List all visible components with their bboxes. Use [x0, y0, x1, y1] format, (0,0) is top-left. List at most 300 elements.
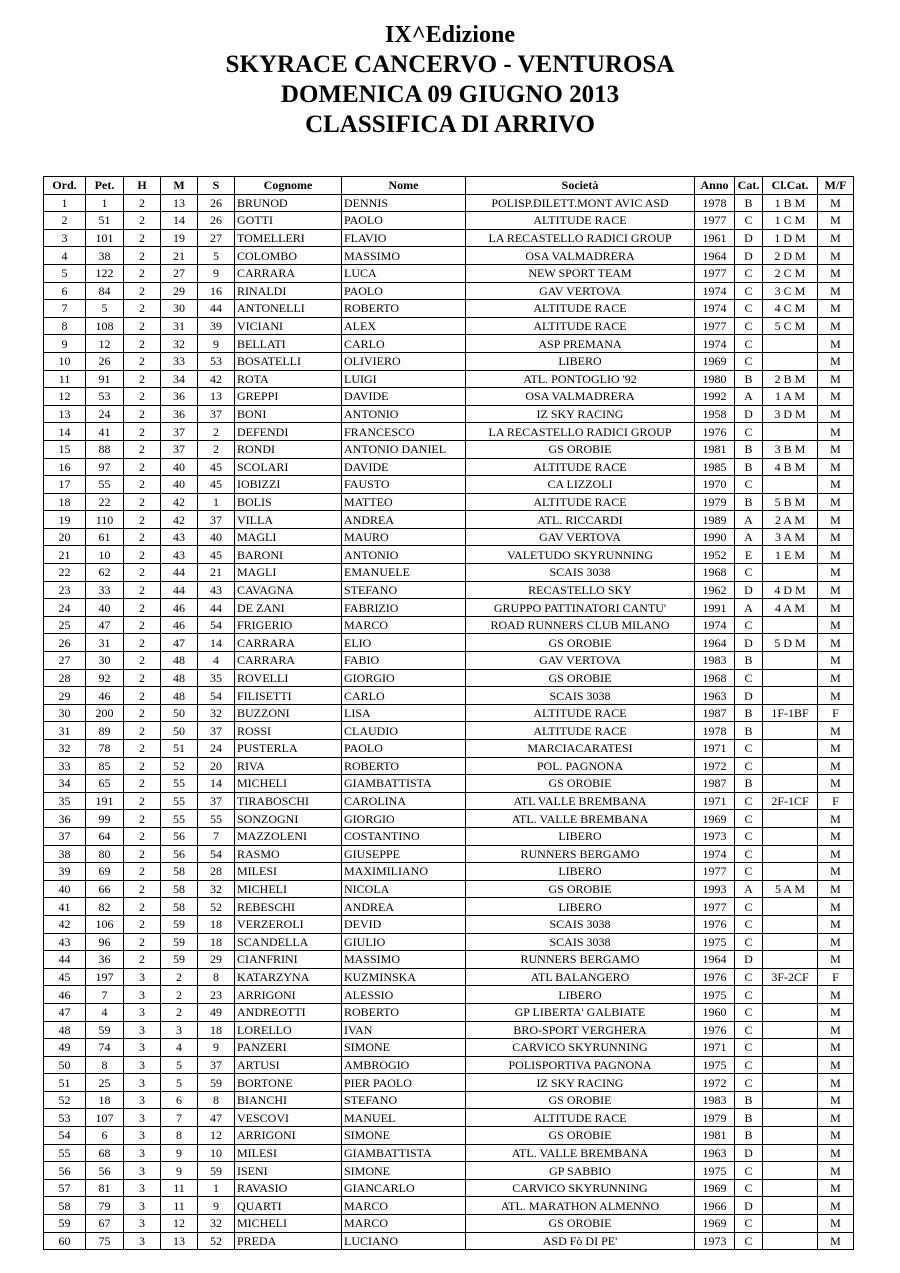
cell-ord: 41 [44, 898, 86, 916]
cell-surname: REBESCHI [235, 898, 342, 916]
cell-club: IZ SKY RACING [466, 405, 695, 423]
cell-category: C [735, 669, 763, 687]
cell-pet: 56 [86, 1162, 124, 1180]
cell-first-name: CAROLINA [342, 792, 466, 810]
cell-club: ALTITUDE RACE [466, 722, 695, 740]
cell-year: 1975 [695, 933, 735, 951]
cell-category: D [735, 247, 763, 265]
cell-ord: 50 [44, 1056, 86, 1074]
cell-minutes: 7 [161, 1109, 198, 1127]
cell-category: B [735, 440, 763, 458]
cell-surname: PANZERI [235, 1039, 342, 1057]
cell-ord: 55 [44, 1144, 86, 1162]
cell-category-rank: 3 A M [763, 528, 818, 546]
cell-pet: 75 [86, 1232, 124, 1250]
column-header-category-rank: Cl.Cat. [763, 177, 818, 195]
cell-category: C [735, 792, 763, 810]
cell-pet: 122 [86, 264, 124, 282]
cell-seconds: 29 [198, 951, 235, 969]
cell-category-rank: 4 A M [763, 599, 818, 617]
cell-pet: 108 [86, 317, 124, 335]
cell-minutes: 52 [161, 757, 198, 775]
cell-club: GS OROBIE [466, 1215, 695, 1233]
cell-minutes: 6 [161, 1091, 198, 1109]
cell-gender: M [818, 616, 854, 634]
cell-hours: 2 [124, 616, 161, 634]
cell-category-rank: 4 D M [763, 581, 818, 599]
cell-first-name: MARCO [342, 616, 466, 634]
cell-surname: MILESI [235, 863, 342, 881]
cell-year: 1989 [695, 511, 735, 529]
table-row [44, 1197, 854, 1215]
cell-first-name: GIULIO [342, 933, 466, 951]
cell-hours: 3 [124, 1039, 161, 1057]
cell-first-name: ANDREA [342, 898, 466, 916]
cell-pet: 22 [86, 493, 124, 511]
cell-club: NEW SPORT TEAM [466, 264, 695, 282]
cell-club: LIBERO [466, 352, 695, 370]
cell-ord: 26 [44, 634, 86, 652]
cell-pet: 36 [86, 951, 124, 969]
table-row [44, 704, 854, 722]
cell-year: 1973 [695, 1232, 735, 1250]
cell-minutes: 58 [161, 863, 198, 881]
cell-seconds: 45 [198, 458, 235, 476]
cell-year: 1969 [695, 352, 735, 370]
table-row [44, 282, 854, 300]
cell-hours: 2 [124, 317, 161, 335]
cell-pet: 62 [86, 564, 124, 582]
cell-surname: MICHELI [235, 1215, 342, 1233]
cell-club: GS OROBIE [466, 440, 695, 458]
cell-category-rank [763, 352, 818, 370]
cell-category: C [735, 317, 763, 335]
table-row [44, 599, 854, 617]
cell-ord: 54 [44, 1127, 86, 1145]
cell-gender: M [818, 317, 854, 335]
cell-year: 1975 [695, 986, 735, 1004]
cell-gender: M [818, 810, 854, 828]
cell-category-rank [763, 933, 818, 951]
cell-club: VALETUDO SKYRUNNING [466, 546, 695, 564]
cell-first-name: OLIVIERO [342, 352, 466, 370]
table-row [44, 634, 854, 652]
cell-gender: M [818, 511, 854, 529]
cell-ord: 59 [44, 1215, 86, 1233]
cell-category-rank: 3 B M [763, 440, 818, 458]
cell-club: ALTITUDE RACE [466, 212, 695, 230]
cell-surname: GOTTI [235, 212, 342, 230]
cell-surname: COLOMBO [235, 247, 342, 265]
cell-gender: F [818, 792, 854, 810]
cell-category: C [735, 335, 763, 353]
cell-pet: 82 [86, 898, 124, 916]
cell-seconds: 37 [198, 405, 235, 423]
cell-year: 1969 [695, 810, 735, 828]
cell-seconds: 39 [198, 317, 235, 335]
cell-club: ATL. RICCARDI [466, 511, 695, 529]
cell-hours: 2 [124, 951, 161, 969]
cell-category-rank [763, 898, 818, 916]
cell-ord: 48 [44, 1021, 86, 1039]
cell-first-name: FRANCESCO [342, 423, 466, 441]
cell-category: B [735, 194, 763, 212]
cell-year: 1993 [695, 880, 735, 898]
cell-seconds: 4 [198, 652, 235, 670]
cell-surname: SONZOGNI [235, 810, 342, 828]
cell-minutes: 12 [161, 1215, 198, 1233]
cell-first-name: LUCA [342, 264, 466, 282]
cell-category: A [735, 511, 763, 529]
cell-category: C [735, 212, 763, 230]
cell-category: C [735, 264, 763, 282]
cell-pet: 197 [86, 968, 124, 986]
cell-category: B [735, 722, 763, 740]
cell-seconds: 54 [198, 687, 235, 705]
table-row [44, 722, 854, 740]
cell-year: 1970 [695, 476, 735, 494]
cell-surname: ANDREOTTI [235, 1003, 342, 1021]
cell-hours: 2 [124, 528, 161, 546]
cell-hours: 3 [124, 1021, 161, 1039]
cell-category: D [735, 687, 763, 705]
cell-seconds: 18 [198, 933, 235, 951]
cell-category: C [735, 352, 763, 370]
cell-first-name: DEVID [342, 915, 466, 933]
cell-category-rank [763, 616, 818, 634]
cell-minutes: 55 [161, 810, 198, 828]
cell-pet: 101 [86, 229, 124, 247]
race-title: SKYRACE CANCERVO - VENTUROSA [225, 51, 675, 78]
cell-surname: BELLATI [235, 335, 342, 353]
cell-ord: 18 [44, 493, 86, 511]
cell-club: GS OROBIE [466, 669, 695, 687]
cell-year: 1983 [695, 1091, 735, 1109]
cell-seconds: 9 [198, 1039, 235, 1057]
cell-minutes: 48 [161, 687, 198, 705]
cell-club: ALTITUDE RACE [466, 317, 695, 335]
cell-surname: VESCOVI [235, 1109, 342, 1127]
cell-category-rank: 1 B M [763, 194, 818, 212]
cell-year: 1971 [695, 740, 735, 758]
cell-first-name: FABIO [342, 652, 466, 670]
cell-gender: M [818, 1179, 854, 1197]
cell-ord: 7 [44, 300, 86, 318]
cell-first-name: STEFANO [342, 1091, 466, 1109]
column-header-club: Società [466, 177, 695, 195]
cell-year: 1977 [695, 863, 735, 881]
cell-category: D [735, 634, 763, 652]
cell-surname: PREDA [235, 1232, 342, 1250]
cell-ord: 22 [44, 564, 86, 582]
cell-category: D [735, 405, 763, 423]
cell-first-name: EMANUELE [342, 564, 466, 582]
cell-seconds: 10 [198, 1144, 235, 1162]
table-row [44, 1144, 854, 1162]
cell-surname: MICHELI [235, 775, 342, 793]
cell-ord: 14 [44, 423, 86, 441]
table-row [44, 1091, 854, 1109]
cell-category: A [735, 388, 763, 406]
cell-first-name: ANTONIO DANIEL [342, 440, 466, 458]
cell-category: E [735, 546, 763, 564]
cell-hours: 2 [124, 546, 161, 564]
cell-club: POL. PAGNONA [466, 757, 695, 775]
cell-minutes: 27 [161, 264, 198, 282]
cell-pet: 18 [86, 1091, 124, 1109]
cell-pet: 33 [86, 581, 124, 599]
table-row [44, 880, 854, 898]
cell-surname: BORTONE [235, 1074, 342, 1092]
cell-hours: 2 [124, 300, 161, 318]
cell-category-rank [763, 1039, 818, 1057]
cell-minutes: 8 [161, 1127, 198, 1145]
cell-year: 1974 [695, 845, 735, 863]
cell-ord: 33 [44, 757, 86, 775]
cell-hours: 2 [124, 880, 161, 898]
cell-hours: 3 [124, 1003, 161, 1021]
table-row [44, 370, 854, 388]
cell-category: C [735, 564, 763, 582]
cell-hours: 2 [124, 634, 161, 652]
cell-minutes: 30 [161, 300, 198, 318]
cell-category-rank [763, 1215, 818, 1233]
cell-year: 1960 [695, 1003, 735, 1021]
table-row [44, 476, 854, 494]
cell-category: C [735, 740, 763, 758]
cell-minutes: 37 [161, 423, 198, 441]
cell-pet: 10 [86, 546, 124, 564]
cell-surname: LORELLO [235, 1021, 342, 1039]
cell-club: GP LIBERTA' GALBIATE [466, 1003, 695, 1021]
cell-minutes: 2 [161, 968, 198, 986]
cell-category: C [735, 1232, 763, 1250]
cell-year: 1979 [695, 493, 735, 511]
cell-ord: 57 [44, 1179, 86, 1197]
cell-seconds: 13 [198, 388, 235, 406]
cell-category: C [735, 1056, 763, 1074]
cell-minutes: 14 [161, 212, 198, 230]
cell-seconds: 44 [198, 300, 235, 318]
cell-first-name: FLAVIO [342, 229, 466, 247]
cell-year: 1981 [695, 1127, 735, 1145]
cell-category-rank: 4 C M [763, 300, 818, 318]
cell-gender: M [818, 212, 854, 230]
cell-minutes: 31 [161, 317, 198, 335]
cell-gender: M [818, 1003, 854, 1021]
cell-category: D [735, 951, 763, 969]
cell-category-rank: 1 E M [763, 546, 818, 564]
cell-first-name: GIUSEPPE [342, 845, 466, 863]
cell-gender: M [818, 370, 854, 388]
table-row [44, 775, 854, 793]
cell-hours: 3 [124, 1144, 161, 1162]
cell-ord: 35 [44, 792, 86, 810]
table-row [44, 1074, 854, 1092]
cell-hours: 2 [124, 476, 161, 494]
cell-category: C [735, 757, 763, 775]
cell-surname: PUSTERLA [235, 740, 342, 758]
cell-club: LIBERO [466, 986, 695, 1004]
cell-club: GS OROBIE [466, 634, 695, 652]
table-row [44, 1109, 854, 1127]
cell-minutes: 4 [161, 1039, 198, 1057]
cell-minutes: 3 [161, 1021, 198, 1039]
cell-pet: 6 [86, 1127, 124, 1145]
cell-gender: M [818, 1144, 854, 1162]
cell-category: C [735, 1039, 763, 1057]
cell-surname: BIANCHI [235, 1091, 342, 1109]
cell-minutes: 55 [161, 775, 198, 793]
cell-seconds: 27 [198, 229, 235, 247]
cell-hours: 2 [124, 792, 161, 810]
cell-surname: ROSSI [235, 722, 342, 740]
cell-ord: 51 [44, 1074, 86, 1092]
cell-first-name: GIANCARLO [342, 1179, 466, 1197]
cell-first-name: GIORGIO [342, 669, 466, 687]
cell-gender: M [818, 1091, 854, 1109]
cell-seconds: 43 [198, 581, 235, 599]
cell-club: RUNNERS BERGAMO [466, 845, 695, 863]
cell-year: 1974 [695, 616, 735, 634]
cell-pet: 64 [86, 827, 124, 845]
cell-seconds: 20 [198, 757, 235, 775]
table-row [44, 616, 854, 634]
cell-minutes: 29 [161, 282, 198, 300]
table-row [44, 335, 854, 353]
cell-category-rank [763, 986, 818, 1004]
cell-pet: 31 [86, 634, 124, 652]
cell-seconds: 52 [198, 898, 235, 916]
cell-pet: 67 [86, 1215, 124, 1233]
cell-seconds: 59 [198, 1074, 235, 1092]
cell-club: ALTITUDE RACE [466, 1109, 695, 1127]
cell-surname: FILISETTI [235, 687, 342, 705]
cell-first-name: ANTONIO [342, 546, 466, 564]
cell-minutes: 36 [161, 388, 198, 406]
cell-first-name: SIMONE [342, 1039, 466, 1057]
cell-category-rank [763, 915, 818, 933]
cell-minutes: 56 [161, 845, 198, 863]
cell-pet: 7 [86, 986, 124, 1004]
cell-ord: 6 [44, 282, 86, 300]
cell-minutes: 59 [161, 951, 198, 969]
cell-year: 1974 [695, 282, 735, 300]
cell-category: D [735, 229, 763, 247]
cell-hours: 2 [124, 212, 161, 230]
cell-minutes: 13 [161, 194, 198, 212]
table-row [44, 546, 854, 564]
cell-category: C [735, 968, 763, 986]
cell-hours: 2 [124, 388, 161, 406]
cell-hours: 2 [124, 194, 161, 212]
cell-first-name: STEFANO [342, 581, 466, 599]
cell-first-name: KUZMINSKA [342, 968, 466, 986]
cell-category-rank [763, 1003, 818, 1021]
cell-seconds: 55 [198, 810, 235, 828]
cell-first-name: MANUEL [342, 1109, 466, 1127]
cell-seconds: 2 [198, 423, 235, 441]
cell-year: 1976 [695, 915, 735, 933]
cell-minutes: 37 [161, 440, 198, 458]
cell-first-name: ROBERTO [342, 757, 466, 775]
cell-seconds: 32 [198, 1215, 235, 1233]
cell-category-rank [763, 722, 818, 740]
cell-year: 1966 [695, 1197, 735, 1215]
cell-club: MARCIACARATESI [466, 740, 695, 758]
table-row [44, 317, 854, 335]
cell-seconds: 49 [198, 1003, 235, 1021]
table-row [44, 757, 854, 775]
table-row [44, 511, 854, 529]
cell-year: 1977 [695, 317, 735, 335]
cell-gender: M [818, 1056, 854, 1074]
cell-year: 1977 [695, 212, 735, 230]
cell-gender: M [818, 388, 854, 406]
cell-seconds: 9 [198, 335, 235, 353]
cell-minutes: 40 [161, 476, 198, 494]
cell-year: 1962 [695, 581, 735, 599]
cell-category-rank: 2 B M [763, 370, 818, 388]
column-header-category: Cat. [735, 177, 763, 195]
cell-gender: M [818, 986, 854, 1004]
cell-year: 1976 [695, 1021, 735, 1039]
cell-minutes: 11 [161, 1179, 198, 1197]
cell-minutes: 59 [161, 915, 198, 933]
cell-pet: 53 [86, 388, 124, 406]
cell-category-rank: 1 C M [763, 212, 818, 230]
cell-ord: 56 [44, 1162, 86, 1180]
cell-gender: M [818, 1232, 854, 1250]
cell-category: B [735, 1109, 763, 1127]
cell-seconds: 8 [198, 1091, 235, 1109]
cell-category-rank: 2 D M [763, 247, 818, 265]
cell-seconds: 26 [198, 194, 235, 212]
cell-minutes: 50 [161, 704, 198, 722]
cell-hours: 3 [124, 1109, 161, 1127]
cell-seconds: 54 [198, 616, 235, 634]
cell-seconds: 52 [198, 1232, 235, 1250]
cell-surname: ARRIGONI [235, 986, 342, 1004]
cell-hours: 2 [124, 264, 161, 282]
cell-gender: M [818, 757, 854, 775]
cell-pet: 106 [86, 915, 124, 933]
cell-gender: M [818, 845, 854, 863]
cell-ord: 32 [44, 740, 86, 758]
cell-gender: M [818, 863, 854, 881]
cell-surname: QUARTI [235, 1197, 342, 1215]
cell-hours: 2 [124, 687, 161, 705]
cell-surname: DE ZANI [235, 599, 342, 617]
cell-surname: RASMO [235, 845, 342, 863]
cell-surname: CARRARA [235, 634, 342, 652]
cell-seconds: 32 [198, 704, 235, 722]
cell-club: ATL. PONTOGLIO '92 [466, 370, 695, 388]
cell-first-name: IVAN [342, 1021, 466, 1039]
cell-ord: 31 [44, 722, 86, 740]
cell-pet: 200 [86, 704, 124, 722]
cell-surname: MILESI [235, 1144, 342, 1162]
cell-gender: M [818, 476, 854, 494]
cell-year: 1981 [695, 440, 735, 458]
cell-pet: 97 [86, 458, 124, 476]
cell-category-rank [763, 1232, 818, 1250]
cell-category-rank [763, 1074, 818, 1092]
cell-gender: M [818, 546, 854, 564]
cell-first-name: MARCO [342, 1215, 466, 1233]
cell-gender: M [818, 247, 854, 265]
table-row [44, 933, 854, 951]
